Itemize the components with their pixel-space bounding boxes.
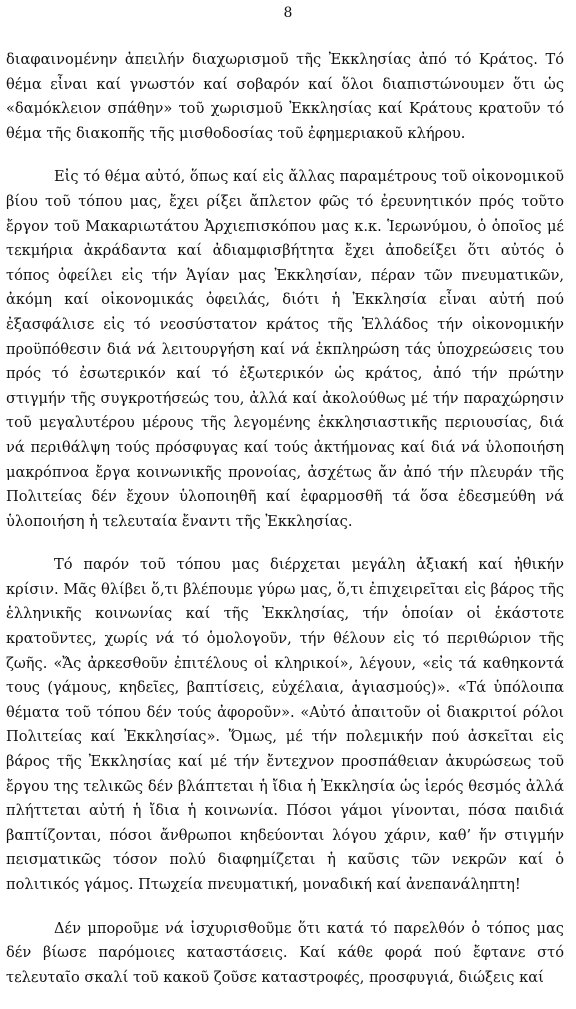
paragraph-2: Εἰς τό θέμα αὐτό, ὅπως καί εἰς ἄλλας παραμέτρους τοῦ οἰκονομικοῦ βίου τοῦ τόπου μας, ἔχει ρίξει ἄπλετον φῶς τό ἐρευνητικόν πρός τοῦτο ἔργον τοῦ Μακαριωτάτου Ἀρχιεπισκόπου μας κ.κ. Ἱερωνύμου, ὁ ὁποῖος μέ τεκμήρια ἀκράδαντα καί ἀδιαμφισβήτητα ἔχει ἀποδείξει ὅτι αὐτός ὁ τόπος ὀφείλει εἰς τήν Ἁγίαν μας Ἐκκλησίαν, πέραν τῶν πνευματικῶν, ἀκόμη καί οἰκονομικάς ὀφειλάς, διότι ἡ Ἐκκλησία εἶναι αὐτή πού ἐξασφάλισε εἰς τό νεοσύστατον κράτος τῆς Ἑλλάδος τήν οἰκονομικήν προϋπόθεσιν διά νά λειτουργήση καί νά ἐκπληρώση τάς ὑποχρεώσεις του πρός τό ἐσωτερικόν καί τό ἐξωτερικόν ὡς κράτος, ἀπό τήν πρώτην στιγμήν τῆς συγκροτήσεώς του, ἀλλά καί ἀκολούθως μέ τήν παραχώρησιν τοῦ μεγαλυτέρου μέρους τῆς λεγομένης ἐκκλησιαστικῆς περιουσίας, διά νά περιθάλψη τούς πρόσφυγας καί τούς ἀκτήμονας καί διά νά ὑλοποιήση μακρόπνοα ἔργα κοινωνικῆς προνοίας, ἀσχέτως ἄν ἀπό τήν πλευράν τῆς Πολιτείας δέν ἔχουν ὑλοποιηθῆ καί ἐφαρμοσθῆ τά ὅσα ἐδεσμεύθη νά ὑλοποιήση ἡ τελευταία ἔναντι τῆς Ἐκκλησίας. (6, 168, 564, 530)
paragraph-1: διαφαινομένην ἀπειλήν διαχωρισμοῦ τῆς Ἐκκλησίας ἀπό τό Κράτος. Τό θέμα εἶναι καί γνωστόν καί σοβαρόν καί ὅλοι διαπιστώνουμεν ὅτι ὡς «δαμόκλειον σπάθην» τοῦ χωρισμοῦ Ἐκκλησίας καί Κράτους κρατοῦν τό θέμα τῆς διακοπῆς τῆς μισθοδοσίας τοῦ ἐφημεριακοῦ κλήρου. (6, 51, 564, 142)
paragraph-3: Τό παρόν τοῦ τόπου μας διέρχεται μεγάλη ἀξιακή καί ἠθικήν κρίσιν. Μᾶς θλίβει ὅ,τι βλέπουμε γύρω μας, ὅ,τι ἐπιχειρεῖται εἰς βάρος τῆς ἑλληνικῆς κοινωνίας καί τῆς Ἐκκλησίας, τήν ὁποίαν οἱ ἑκάστοτε κρατοῦντες, χωρίς νά τό ὁμολογοῦν, τήν θέλουν εἰς τό περιθώριον τῆς ζωῆς. «Ἄς ἀρκεσθοῦν ἐπιτέλους οἱ κληρικοί», λέγουν, «εἰς τά καθηκοντά τους (γάμους, κηδεῖες, βαπτίσεις, εὐχέλαια, ἁγιασμούς)». «Τά ὑπόλοιπα θέματα τοῦ τόπου δέν τούς ἀφοροῦν». «Αὐτό ἀπαιτοῦν οἱ διακριτοί ρόλοι Πολιτείας καί Ἐκκλησίας». Ὅμως, μέ τήν πολεμικήν πού ἀσκεῖται εἰς βάρος τῆς Ἐκκλησίας καί μέ τήν ἔντεχνον προσπάθειαν ἀκυρώσεως τοῦ ἔργου της τελικῶς δέν βλάπτεται ἡ ἴδια ἡ Ἐκκλησία ὡς ἱερός θεσμός ἀλλά πλήττεται αὐτή ἡ ἴδια ἡ κοινωνία. Πόσοι γάμοι γίνονται, πόσα παιδιά βαπτίζονται, πόσοι ἄνθρωποι κηδεύονται λόγου χάριν, καθ’ ἥν στιγμήν πεισματικῶς τόσον πολύ διαφημίζεται ἡ καῦσις τῶν νεκρῶν καί ὁ πολιτικός γάμος. Πτωχεία πνευματική, μοναδική καί ἀνεπανάληπτη! (6, 556, 564, 893)
paragraph-4: Δέν μποροῦμε νά ἰσχυρισθοῦμε ὅτι κατά τό παρελθόν ὁ τόπος μας δέν βίωσε παρόμοιες καταστάσεις. Καί κάθε φορά πού ἔφτανε στό τελευταῖο σκαλί τοῦ κακοῦ ζοῦσε καταστροφές, προσφυγιά, διώξεις καί (6, 919, 564, 986)
page-number: 8 (283, 5, 293, 21)
page-body (6, 48, 564, 1009)
